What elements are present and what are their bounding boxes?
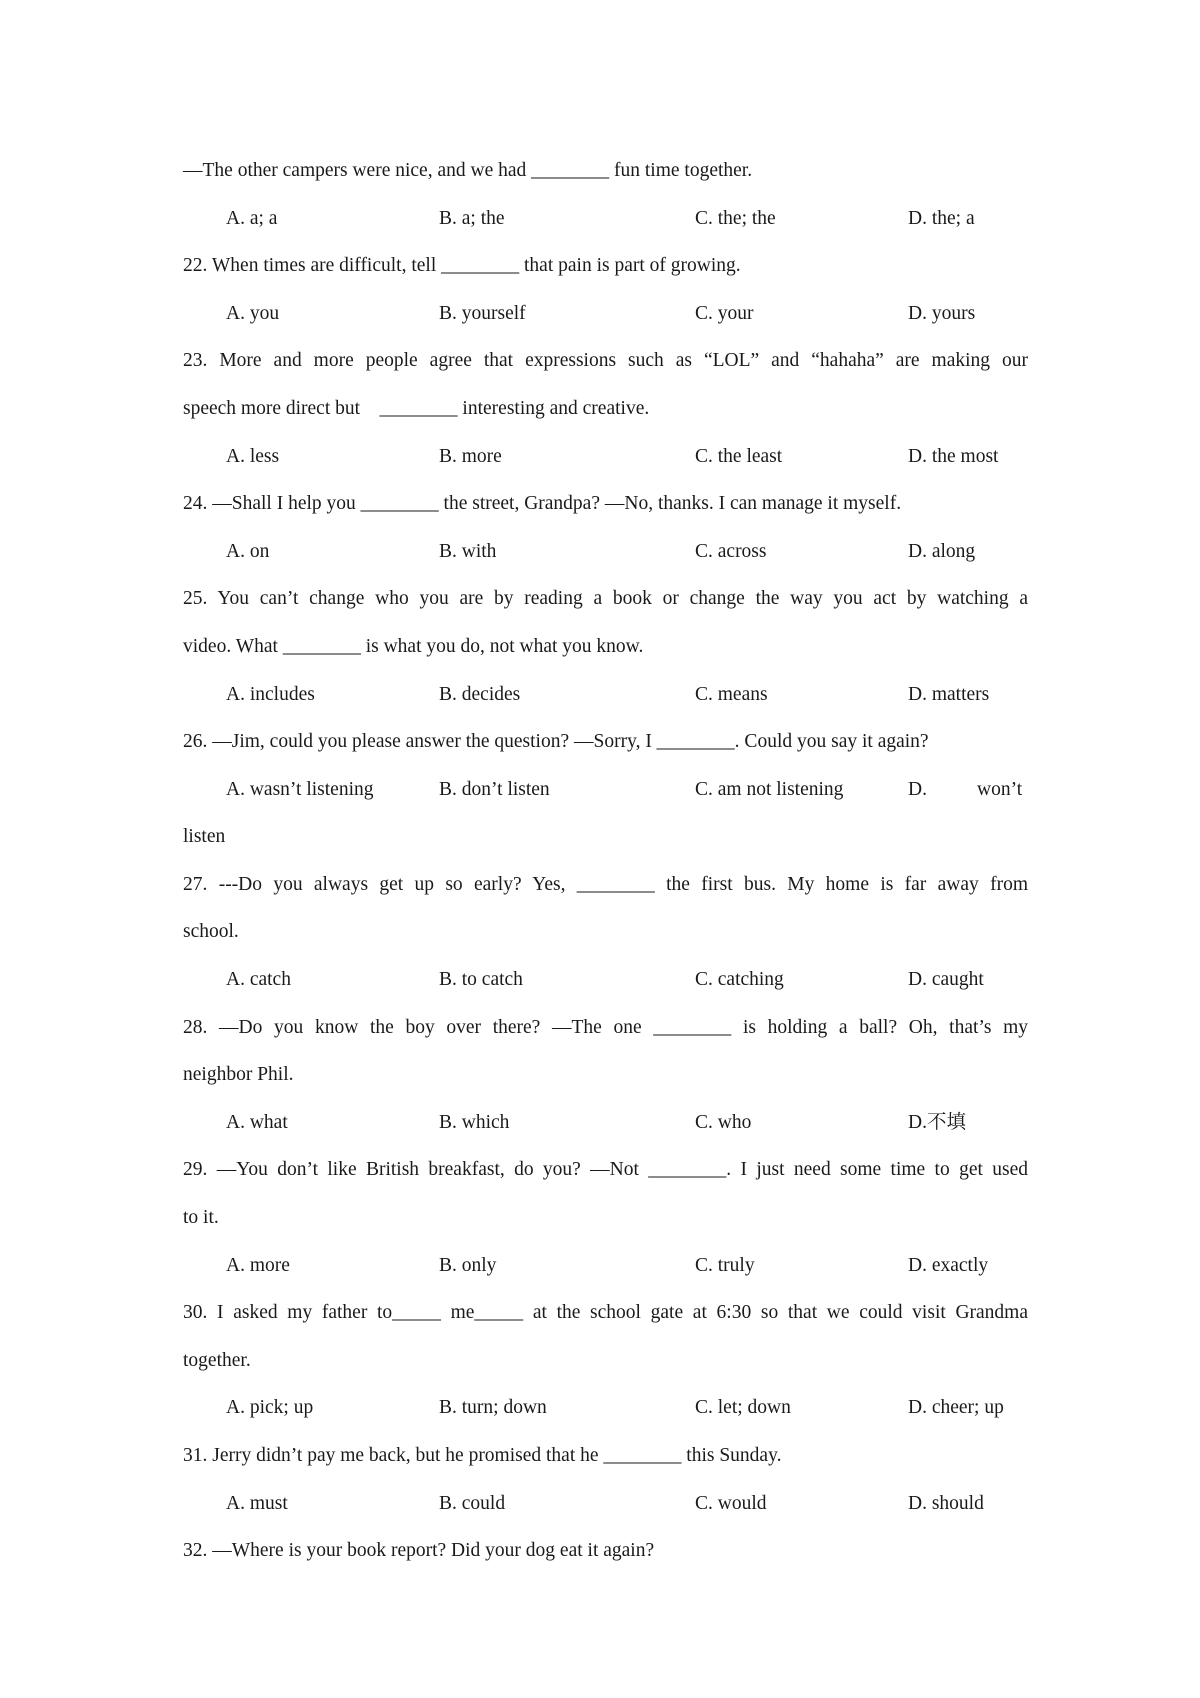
q23-option-b: B. more bbox=[439, 446, 502, 467]
question-26-text: 26. —Jim, could you please answer the question? —Sorry, I ________. Could you say it again? bbox=[183, 731, 929, 752]
question-21-text: —The other campers were nice, and we had ________ fun time together. bbox=[183, 160, 753, 181]
question-22-text: 22. When times are difficult, tell ________ that pain is part of growing. bbox=[183, 255, 741, 276]
question-23-text-line2: speech more direct but ________ interesting and creative. bbox=[183, 398, 650, 419]
q24-option-c: C. across bbox=[695, 541, 767, 562]
q30-option-c: C. let; down bbox=[695, 1397, 791, 1418]
q30-option-b: B. turn; down bbox=[439, 1397, 547, 1418]
q23-option-c: C. the least bbox=[695, 446, 783, 467]
question-29-text-line2: to it. bbox=[183, 1207, 219, 1228]
q23-option-a: A. less bbox=[226, 446, 280, 467]
q29-option-d: D. exactly bbox=[908, 1255, 989, 1276]
q22-option-a: A. you bbox=[226, 303, 280, 324]
q24-option-d: D. along bbox=[908, 541, 976, 562]
question-30-text-line2: together. bbox=[183, 1350, 251, 1371]
q22-option-c: C. your bbox=[695, 303, 754, 324]
q29-option-a: A. more bbox=[226, 1255, 290, 1276]
q26-option-d-wrap: listen bbox=[183, 826, 226, 847]
q25-option-b: B. decides bbox=[439, 684, 521, 705]
q26-option-d-text: won’t bbox=[977, 779, 1023, 800]
question-29-text-line1: 29. —You don’t like British breakfast, do you? —Not ________. I just need some time to get used bbox=[183, 1159, 1028, 1180]
question-25-text-line2: video. What ________ is what you do, not what you know. bbox=[183, 636, 644, 657]
question-28-text-line1: 28. —Do you know the boy over there? —The one ________ is holding a ball? Oh, that’s my bbox=[183, 1017, 1028, 1038]
q31-option-a: A. must bbox=[226, 1493, 288, 1514]
q31-option-c: C. would bbox=[695, 1493, 767, 1514]
question-31-text: 31. Jerry didn’t pay me back, but he promised that he ________ this Sunday. bbox=[183, 1445, 782, 1466]
q25-option-d: D. matters bbox=[908, 684, 990, 705]
q26-option-b: B. don’t listen bbox=[439, 779, 550, 800]
q26-option-a: A. wasn’t listening bbox=[226, 779, 374, 800]
q27-option-b: B. to catch bbox=[439, 969, 523, 990]
q27-option-a: A. catch bbox=[226, 969, 291, 990]
q24-option-a: A. on bbox=[226, 541, 270, 562]
q29-option-c: C. truly bbox=[695, 1255, 755, 1276]
q27-option-c: C. catching bbox=[695, 969, 784, 990]
q21-option-b: B. a; the bbox=[439, 208, 505, 229]
q27-option-d: D. caught bbox=[908, 969, 984, 990]
q31-option-d: D. should bbox=[908, 1493, 984, 1514]
q30-option-d: D. cheer; up bbox=[908, 1397, 1004, 1418]
q22-option-d: D. yours bbox=[908, 303, 976, 324]
q25-option-a: A. includes bbox=[226, 684, 315, 705]
question-27-text-line2: school. bbox=[183, 921, 239, 942]
q28-option-b: B. which bbox=[439, 1112, 510, 1133]
q24-option-b: B. with bbox=[439, 541, 497, 562]
question-23-text-line1: 23. More and more people agree that expressions such as “LOL” and “hahaha” are making our bbox=[183, 350, 1028, 371]
q28-option-d: D.不填 bbox=[908, 1112, 966, 1133]
question-25-text-line1: 25. You can’t change who you are by reading a book or change the way you act by watching a bbox=[183, 588, 1028, 609]
q29-option-b: B. only bbox=[439, 1255, 497, 1276]
q21-option-d: D. the; a bbox=[908, 208, 975, 229]
q25-option-c: C. means bbox=[695, 684, 768, 705]
question-24-text: 24. —Shall I help you ________ the street, Grandpa? —No, thanks. I can manage it myself. bbox=[183, 493, 902, 514]
question-27-text-line1: 27. ---Do you always get up so early? Yes, ________ the first bus. My home is far away from bbox=[183, 874, 1028, 895]
q21-option-c: C. the; the bbox=[695, 208, 776, 229]
q28-option-a: A. what bbox=[226, 1112, 288, 1133]
question-32-text: 32. —Where is your book report? Did your dog eat it again? bbox=[183, 1540, 655, 1561]
question-30-text-line1: 30. I asked my father to_____ me_____ at the school gate at 6:30 so that we could visit Grandma bbox=[183, 1302, 1028, 1323]
question-28-text-line2: neighbor Phil. bbox=[183, 1064, 294, 1085]
q28-option-c: C. who bbox=[695, 1112, 752, 1133]
q22-option-b: B. yourself bbox=[439, 303, 526, 324]
q30-option-a: A. pick; up bbox=[226, 1397, 314, 1418]
q26-option-d-letter: D. bbox=[908, 779, 927, 800]
q23-option-d: D. the most bbox=[908, 446, 999, 467]
q31-option-b: B. could bbox=[439, 1493, 506, 1514]
q26-option-c: C. am not listening bbox=[695, 779, 844, 800]
q21-option-a: A. a; a bbox=[226, 208, 278, 229]
